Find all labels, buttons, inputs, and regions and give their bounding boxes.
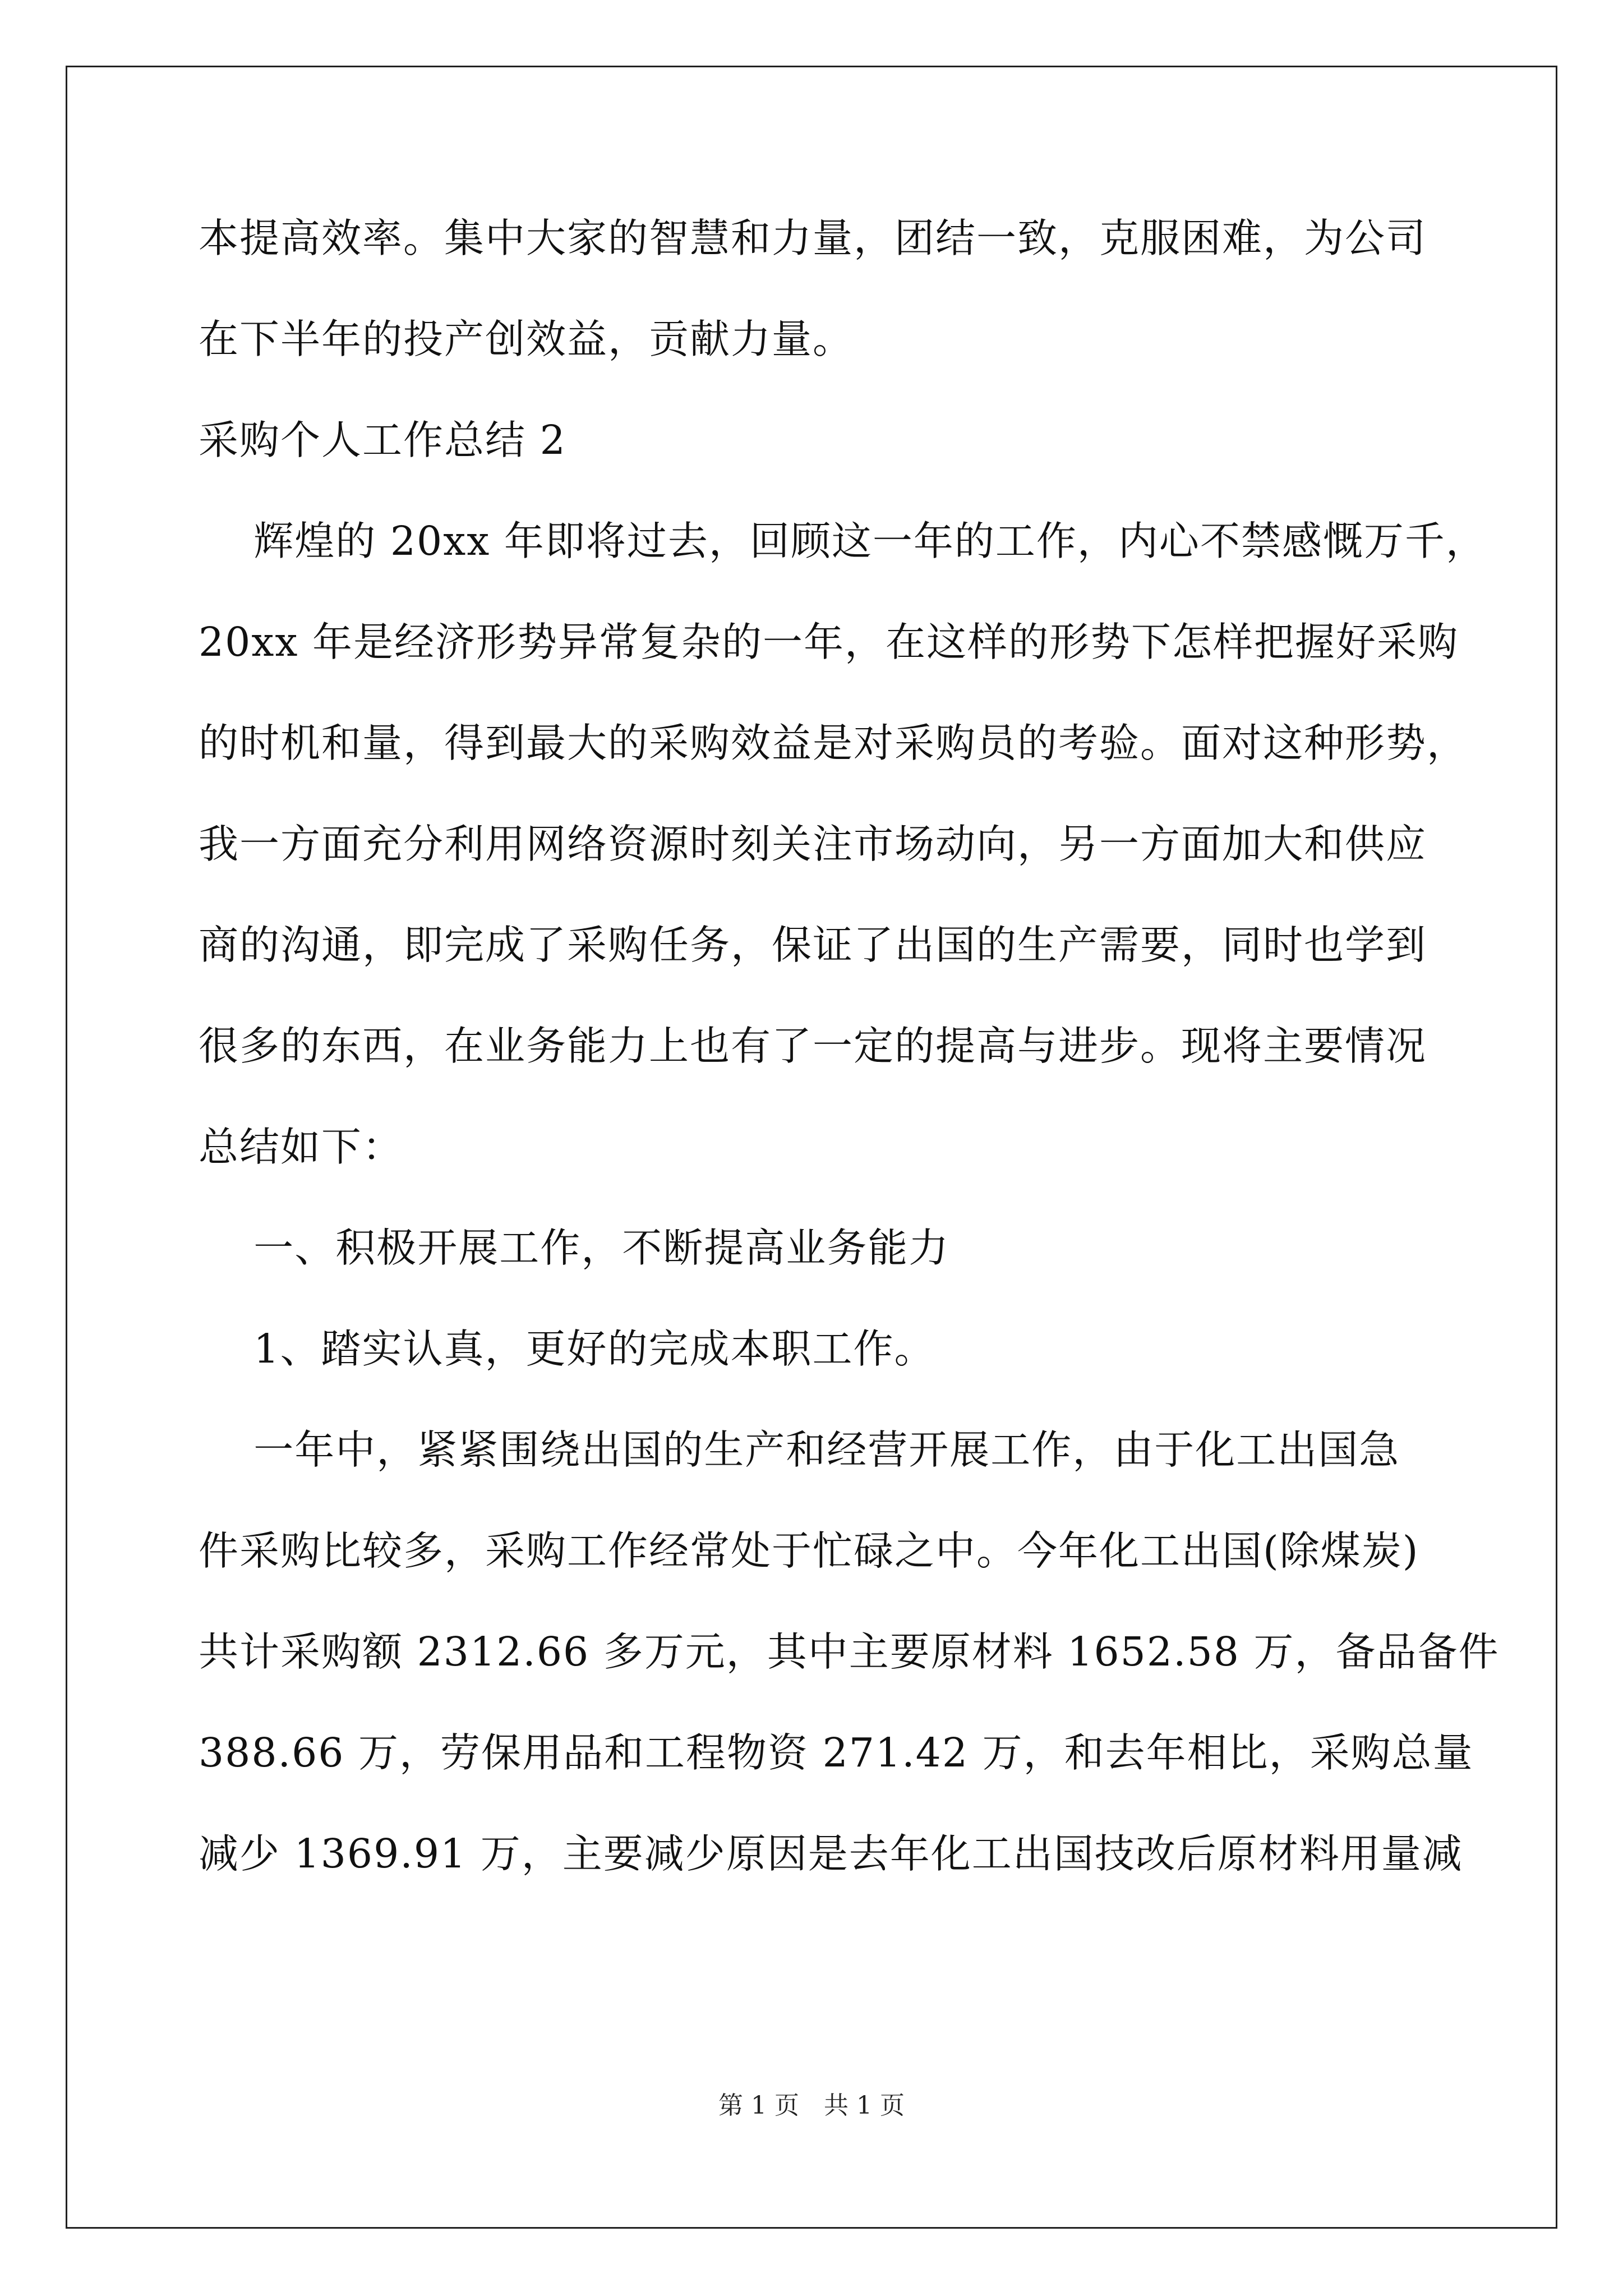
- text-line: 件采购比较多，采购工作经常处于忙碌之中。今年化工出国(除煤炭): [199, 1527, 1419, 1574]
- text-line: 388.66 万，劳保用品和工程物资 271.42 万，和去年相比，采购总量: [199, 1729, 1474, 1776]
- text-line: 的时机和量，得到最大的采购效益是对采购员的考验。面对这种形势，: [199, 720, 1468, 766]
- text-line: 本提高效率。集中大家的智慧和力量，团结一致，克服困难，为公司: [199, 215, 1427, 261]
- text-line: 20xx 年是经济形势异常复杂的一年，在这样的形势下怎样把握好采购: [199, 619, 1459, 665]
- subheading: 1、踏实认真，更好的完成本职工作。: [199, 1326, 935, 1372]
- text-line: 在下半年的投产创效益，贡献力量。: [199, 316, 854, 362]
- text-line: 一年中，紧紧围绕出国的生产和经营开展工作，由于化工出国急: [199, 1427, 1400, 1473]
- text-line: 商的沟通，即完成了采购任务，保证了出国的生产需要，同时也学到: [199, 922, 1427, 968]
- text-line: 共计采购额 2312.66 多万元，其中主要原材料 1652.58 万，备品备件: [199, 1628, 1500, 1675]
- text-line: 我一方面充分利用网络资源时刻关注市场动向，另一方面加大和供应: [199, 821, 1427, 867]
- text-line: 辉煌的 20xx 年即将过去，回顾这一年的工作，内心不禁感慨万千，: [199, 518, 1487, 564]
- section-title: 采购个人工作总结 2: [199, 417, 566, 463]
- subheading: 一、积极开展工作，不断提高业务能力: [199, 1225, 950, 1271]
- text-line: 减少 1369.91 万，主要减少原因是去年化工出国技改后原材料用量减: [199, 1830, 1463, 1877]
- text-line: 总结如下：: [199, 1124, 404, 1170]
- page-footer: 第 1 页 共 1 页: [718, 2091, 905, 2120]
- text-line: 很多的东西，在业务能力上也有了一定的提高与进步。现将主要情况: [199, 1023, 1427, 1069]
